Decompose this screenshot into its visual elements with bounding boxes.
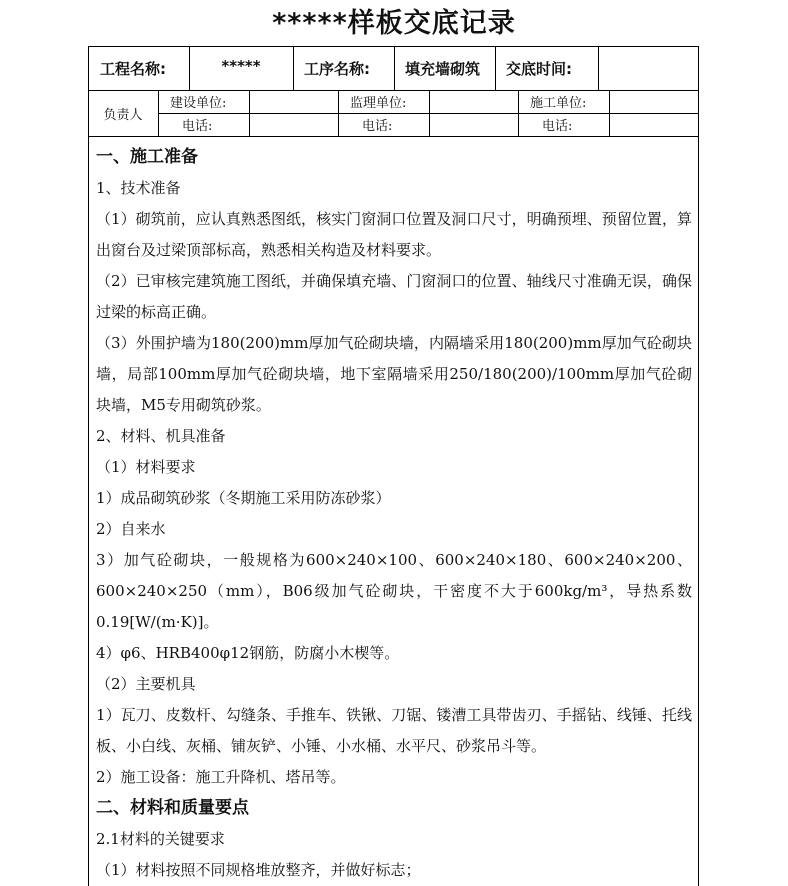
supervision-unit-label: 监理单位: bbox=[350, 96, 407, 111]
process-name-value: 填充墙砌筑 bbox=[405, 59, 481, 78]
col-divider bbox=[598, 46, 599, 90]
content-paragraph: 1、技术准备 bbox=[96, 179, 181, 197]
content-paragraph: （1）砌筑前，应认真熟悉图纸，核实门窗洞口位置及洞口尺寸，明确预埋、预留位置，算出窗台及过梁顶部标高，熟悉相关构造及材料要求。 bbox=[96, 210, 692, 259]
content-paragraph: 4）φ6、HRB400φ12钢筋，防腐小木楔等。 bbox=[96, 644, 400, 662]
construction-unit-label: 建设单位: bbox=[170, 96, 227, 111]
content-paragraph: （2）主要机具 bbox=[96, 675, 196, 693]
col-divider bbox=[158, 90, 159, 136]
row-divider bbox=[88, 136, 699, 137]
col-divider bbox=[394, 46, 395, 90]
responsible-label: 负责人 bbox=[103, 107, 143, 123]
section-heading: 二、材料和质量要点 bbox=[96, 798, 249, 818]
col-divider bbox=[518, 90, 519, 136]
section-heading: 一、施工准备 bbox=[96, 147, 198, 167]
content-paragraph: 2）施工设备：施工升降机、塔吊等。 bbox=[96, 768, 346, 786]
content-paragraph: （3）外围护墙为180(200)mm厚加气砼砌块墙，内隔墙采用180(200)mm厚加气砼砌块墙，局部100mm厚加气砼砌块墙，地下室隔墙采用250/180(200)/100mm厚加气砼砌块墙，M5专用砌筑砂浆。 bbox=[96, 334, 692, 414]
contractor-unit-label: 施工单位: bbox=[530, 96, 587, 111]
content-paragraph: （1）材料按照不同规格堆放整齐，并做好标志； bbox=[96, 861, 421, 879]
content-paragraph: 3）加气砼砌块，一般规格为600×240×100、600×240×180、600×240×200、600×240×250（mm），B06级加气砼砌块，干密度不大于600kg/m³，导热系数0.19[W/(m·K)]。 bbox=[96, 551, 692, 631]
content-paragraph: 2、材料、机具准备 bbox=[96, 427, 226, 445]
handover-time-value bbox=[600, 46, 696, 90]
supervision-unit-phone-label: 电话: bbox=[362, 119, 393, 134]
col-divider bbox=[338, 90, 339, 136]
content-paragraph: 2.1材料的关键要求 bbox=[96, 830, 225, 848]
project-name-label: 工程名称: bbox=[100, 59, 166, 78]
handover-content bbox=[96, 142, 692, 886]
project-name-value: ***** bbox=[221, 57, 261, 75]
content-paragraph: 2）自来水 bbox=[96, 520, 166, 538]
col-divider bbox=[429, 90, 430, 136]
col-divider bbox=[249, 90, 250, 136]
construction-unit-phone-label: 电话: bbox=[182, 119, 213, 134]
col-divider bbox=[495, 46, 496, 90]
content-paragraph: （1）材料要求 bbox=[96, 458, 196, 476]
col-divider bbox=[609, 90, 610, 136]
handover-time-label: 交底时间: bbox=[506, 59, 572, 78]
content-paragraph: （2）已审核完建筑施工图纸，并确保填充墙、门窗洞口的位置、轴线尺寸准确无误，确保过梁的标高正确。 bbox=[96, 272, 692, 321]
process-name-label: 工序名称: bbox=[304, 59, 370, 78]
page-title: *****样板交底记录 bbox=[272, 8, 516, 39]
content-paragraph: 1）成品砌筑砂浆（冬期施工采用防冻砂浆） bbox=[96, 489, 391, 507]
contractor-unit-phone-label: 电话: bbox=[542, 119, 573, 134]
content-paragraph: 1）瓦刀、皮数杆、勾缝条、手推车、铁锹、刀锯、镂漕工具带齿刃、手摇钻、线锤、托线板、小白线、灰桶、铺灰铲、小锤、小水桶、水平尺、砂浆吊斗等。 bbox=[96, 706, 692, 755]
col-divider bbox=[293, 46, 294, 90]
